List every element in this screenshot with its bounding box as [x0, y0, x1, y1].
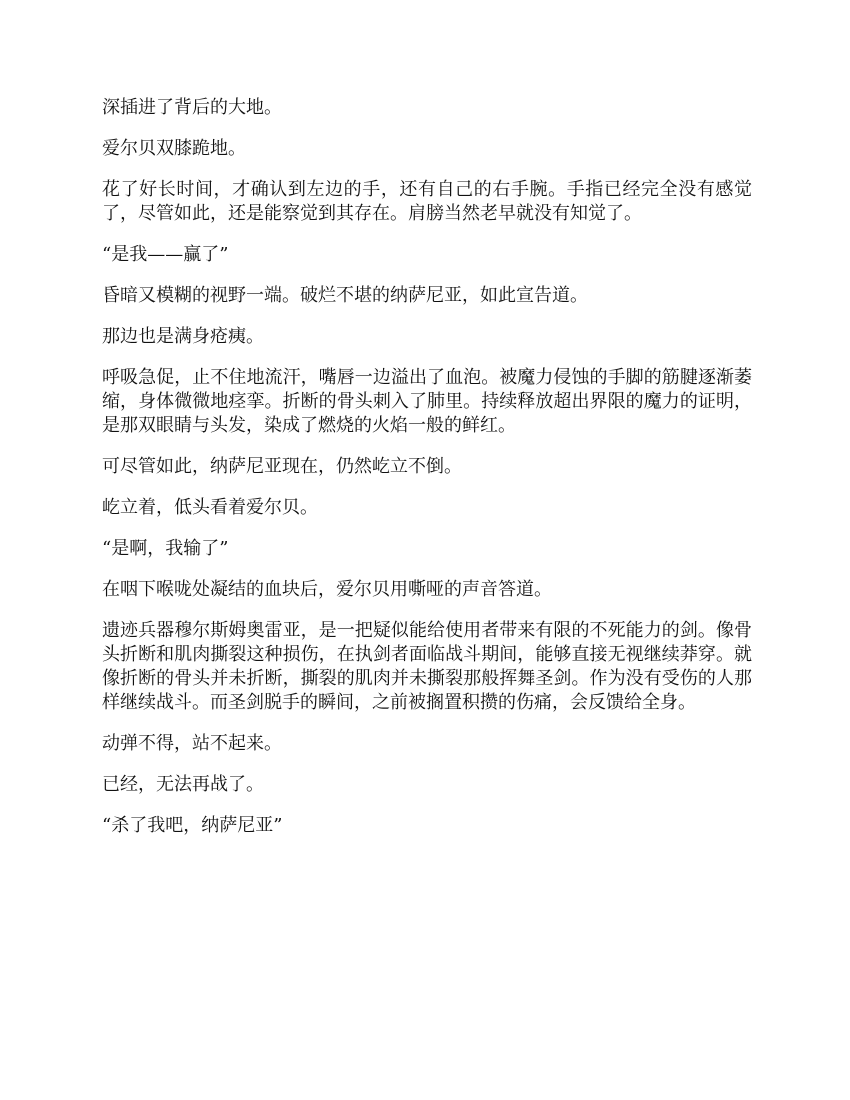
- paragraph: 深插进了背后的大地。: [102, 97, 282, 118]
- paragraph: 爱尔贝双膝跪地。: [102, 138, 246, 159]
- paragraph: 已经，无法再战了。: [102, 774, 264, 795]
- document-body: [102, 96, 752, 855]
- dialogue-line: “杀了我吧，纳萨尼亚”: [102, 815, 283, 836]
- paragraph: 动弹不得，站不起来。: [102, 733, 282, 754]
- paragraph: 遗迹兵器穆尔斯姆奥雷亚，是一把疑似能给使用者带来有限的不死能力的剑。像骨头折断和肌肉撕裂这种损伤，在执剑者面临战斗期间，能够直接无视继续莽穿。就像折断的骨头并未折断，撕裂的肌肉并未撕裂那般挥舞圣剑。作为没有受伤的人那样继续战斗。而圣剑脱手的瞬间，之前被搁置积攒的伤痛，会反馈给全身。: [102, 620, 752, 713]
- paragraph: 在咽下喉咙处凝结的血块后，爱尔贝用嘶哑的声音答道。: [102, 579, 552, 600]
- paragraph: 那边也是满身疮痍。: [102, 326, 264, 347]
- paragraph: 屹立着，低头看着爱尔贝。: [102, 497, 318, 518]
- paragraph: 呼吸急促，止不住地流汗，嘴唇一边溢出了血泡。被魔力侵蚀的手脚的筋腱逐渐萎缩，身体微微地痉挛。折断的骨头刺入了肺里。持续释放超出界限的魔力的证明，是那双眼睛与头发，染成了燃烧的火焰一般的鲜红。: [102, 367, 752, 436]
- dialogue-line: “是我——赢了”: [102, 244, 229, 265]
- paragraph: 可尽管如此，纳萨尼亚现在，仍然屹立不倒。: [102, 456, 462, 477]
- dialogue-line: “是啊，我输了”: [102, 538, 229, 559]
- paragraph: 昏暗又模糊的视野一端。破烂不堪的纳萨尼亚，如此宣告道。: [102, 285, 588, 306]
- paragraph: 花了好长时间，才确认到左边的手，还有自己的右手腕。手指已经完全没有感觉了，尽管如此，还是能察觉到其存在。肩膀当然老早就没有知觉了。: [102, 179, 752, 224]
